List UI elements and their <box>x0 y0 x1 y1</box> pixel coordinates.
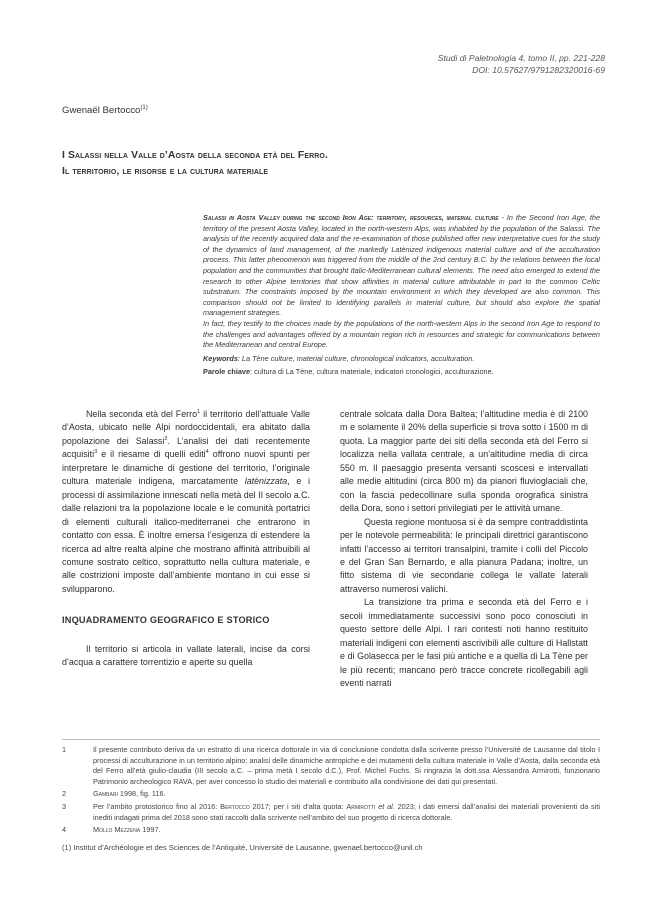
footnote-text: Il presente contributo deriva da un estratto di una ricerca dottorale in via di conclusione condotta dalla scrivente presso l’Université de Lausanne dal titolo I processi di acculturazione in un territorio alpino: analisi delle dinamiche antropiche e dei mutamenti della cultura materiale in Valle d’Aosta, dalla seconda età del Ferro all’età giulio-claudia (III secolo a.C. – prima metà I secolo d.C.), Prof. Michel Fuchs. Si ringrazia la dott.ssa Alessandra Armirotti, funzionario Patrimonio archeologico RAVA, per aver concesso lo studio dei materiali e contribuito alla condivisione dei dati qui presentati. <box>93 745 600 786</box>
author-marker: (1) <box>140 105 148 111</box>
keywords-text: : La Tène culture, material culture, chronological indicators, acculturation. <box>237 353 475 363</box>
author-name: Gwenaël Bertocco <box>62 105 141 117</box>
text-run: offrono nuovi spunti per interpretare le dinamiche di gestione del territorio, l’originale cultura materiale indigena, marcatamente <box>62 449 311 487</box>
article-title <box>62 148 328 180</box>
doi: DOI: 10.57627/9791282320016-69 <box>472 65 605 75</box>
footnote-text: 2023; i dati emersi dall’analisi dei materiali provenienti da siti inediti indagati prima del 2018 sono stati raccolti dalla scrivente nell’ambito del suo progetto di ricerca dottorale. <box>93 801 600 822</box>
title-line-1: I Salassi nella Valle d’Aosta della seconda età del Ferro. <box>62 150 328 161</box>
parole-chiave-text: : cultura di La Tène, cultura materiale, indicatori cronologici, acculturazione. <box>250 367 494 377</box>
body-paragraph-1 <box>62 408 310 596</box>
text-run: il territorio dell’attuale Valle d’Aosta, ubicato nelle Alpi nordoccidentali, era abitato dalla popolazione dei Salassi <box>62 409 310 446</box>
footnote-ref: 1 <box>197 409 201 416</box>
title-line-2: Il territorio, le risorse e la cultura materiale <box>62 166 269 177</box>
footnote-2 <box>62 789 600 800</box>
footnote-text: 1998, fig. 116. <box>117 789 166 799</box>
footnote-author: Armirotti <box>346 801 376 811</box>
text-run: e il riesame di quelli editi <box>97 449 206 460</box>
footnote-number: 4 <box>62 825 67 835</box>
abstract-title: Salassi in Aosta Valley during the second Iron Age: territory, resources, material culture <box>203 213 499 222</box>
author-line <box>62 105 148 116</box>
footnote-text: Per l’ambito protostorico fino al 2016: <box>93 801 221 811</box>
footnote-ref: 4 <box>205 449 209 456</box>
section-heading: INQUADRAMENTO GEOGRAFICO E STORICO <box>62 615 270 626</box>
text-run: , e i processi di assimilazione innescati nella metà del II secolo a.C. dalle relazioni tra la popolazione locale e le comunità portatrici di elementi culturali italico-mediterranei che entrarono in contatto con essa. È inoltre emersa l’esigenza di estendere la ricerca ad altre realtà alpine che mostrano affinità attribuibili al comune sostrato celtico, soprattutto nella cultura materiale, e alle costrizioni imposte dall’ambiente montano in cui esse si svilupparono. <box>62 476 310 594</box>
author-affiliation: (1) Institut d’Archéologie et des Sciences de l’Antiquité, Université de Lausanne, gwenael.bertocco@unil.ch <box>62 843 423 852</box>
text-run-italic: latènizzata <box>244 476 288 487</box>
running-header <box>438 52 605 76</box>
footnote-ref: 2 <box>164 435 168 442</box>
footnote-divider <box>62 739 600 740</box>
parole-chiave-label: Parole chiave <box>203 367 251 377</box>
footnote-4 <box>62 825 600 836</box>
text-run: . L’analisi dei dati recentemente acquisiti <box>62 435 310 460</box>
body-column-left <box>62 408 310 670</box>
body-paragraph-4: Questa regione montuosa si è da sempre contraddistinta per le notevole permeabilità: le principali direttrici garantiscono infatti l’accesso ai territori transalpini, tramite i colli del Piccolo e del Gran San Bernardo, e alla pianura Padana; inoltre, un fitto sistema di vie secondarie collega le vallate laterali attraverso numerosi valichi. <box>340 516 588 594</box>
footnote-text: 1997. <box>140 825 161 835</box>
body-paragraph-2: Il territorio si articola in vallate laterali, incise da corsi d’acqua a carattere torrentizio e aperte su quella <box>62 643 310 668</box>
text-run: Nella seconda età del Ferro <box>86 409 198 419</box>
footnote-3 <box>62 802 600 823</box>
abstract <box>203 213 600 378</box>
footnote-1 <box>62 745 600 787</box>
footnote-author: Bertocco <box>220 801 250 811</box>
body-paragraph-5: La transizione tra prima e seconda età del Ferro e i secoli immediatamente successivi sono poco conosciuti in questo settore delle Alpi. I rari contesti noti hanno restituito materiali indigeni con elementi ascrivibili alle culture di Hallstatt e di Golasecca per le fasi più antiche e a quella di La Tène per le più recenti; mancano però tracce concrete ricollegabili agli eventi narrati <box>340 597 588 689</box>
body-paragraph-3: centrale solcata dalla Dora Baltea; l’altitudine media è di 2100 m e solamente il 20% della superficie si trova sotto i 1500 m di quota. La maggior parte dei siti della seconda età del Ferro si localizza nella vallata centrale, a un’altitudine media di circa 550 m. Il paesaggio presenta versanti scoscesi e intervallati alle medie altitudini (circa 800 m) da pianori fluvioglaciali che, con la fascia pedecollinare sulla sponda orografica sinistra della Dora, sono i settori privilegiati per le attività umane. <box>340 409 588 514</box>
keywords-line <box>203 354 600 365</box>
footnote-number: 2 <box>62 789 67 799</box>
abstract-paragraph-1 <box>203 213 600 319</box>
abstract-text-1: - In the Second Iron Age, the territory of the present Aosta Valley, located in the north-western Alps, was inhabited by the population of the Salassi. The analysis of the recently acquired data and the re-examination of those published offer new interpretative cues for the study of the dynamics of land management, of the markedly Latènized indigenous material culture and of the acculturation process. This latter phenomenon was triggered from the middle of the 2nd century B.C. by the relations between the local population and the communities that brought Italic-Mediterranean cultural elements. The need also emerged to extend the research to other Alpine territories that show affinities in material culture attributable in part to the common Celtic substratum. The constraints imposed by the mountain environment in which they developed are also common. This comparison should not be limited to identifying parallels in material culture, but should also explore the spatial management strategies. <box>203 213 600 318</box>
keywords-label: Keywords <box>203 353 238 363</box>
footnote-ref: 3 <box>94 449 98 456</box>
footnote-number: 1 <box>62 745 67 754</box>
parole-chiave-line <box>203 367 600 378</box>
footnote-number: 3 <box>62 801 67 811</box>
footnotes <box>62 745 600 838</box>
footnote-text: 2017; per i siti d’alta quota: <box>249 801 347 811</box>
footnote-text-italic: et al. <box>375 801 395 811</box>
abstract-paragraph-2: In fact, they testify to the choices made by the populations of the north-western Alps in the second Iron Age to respond to the challenges and advantages offered by a mountain region rich in resources and strategic for communications between the Mediterranean and central Europe. <box>203 318 600 350</box>
footnote-author: Mollo Mezzena <box>93 825 141 835</box>
journal-reference: Studi di Paletnologia 4, tomo II, pp. 221-228 <box>437 53 605 63</box>
footnote-author: Gambari <box>93 789 118 799</box>
body-column-right <box>340 408 588 691</box>
